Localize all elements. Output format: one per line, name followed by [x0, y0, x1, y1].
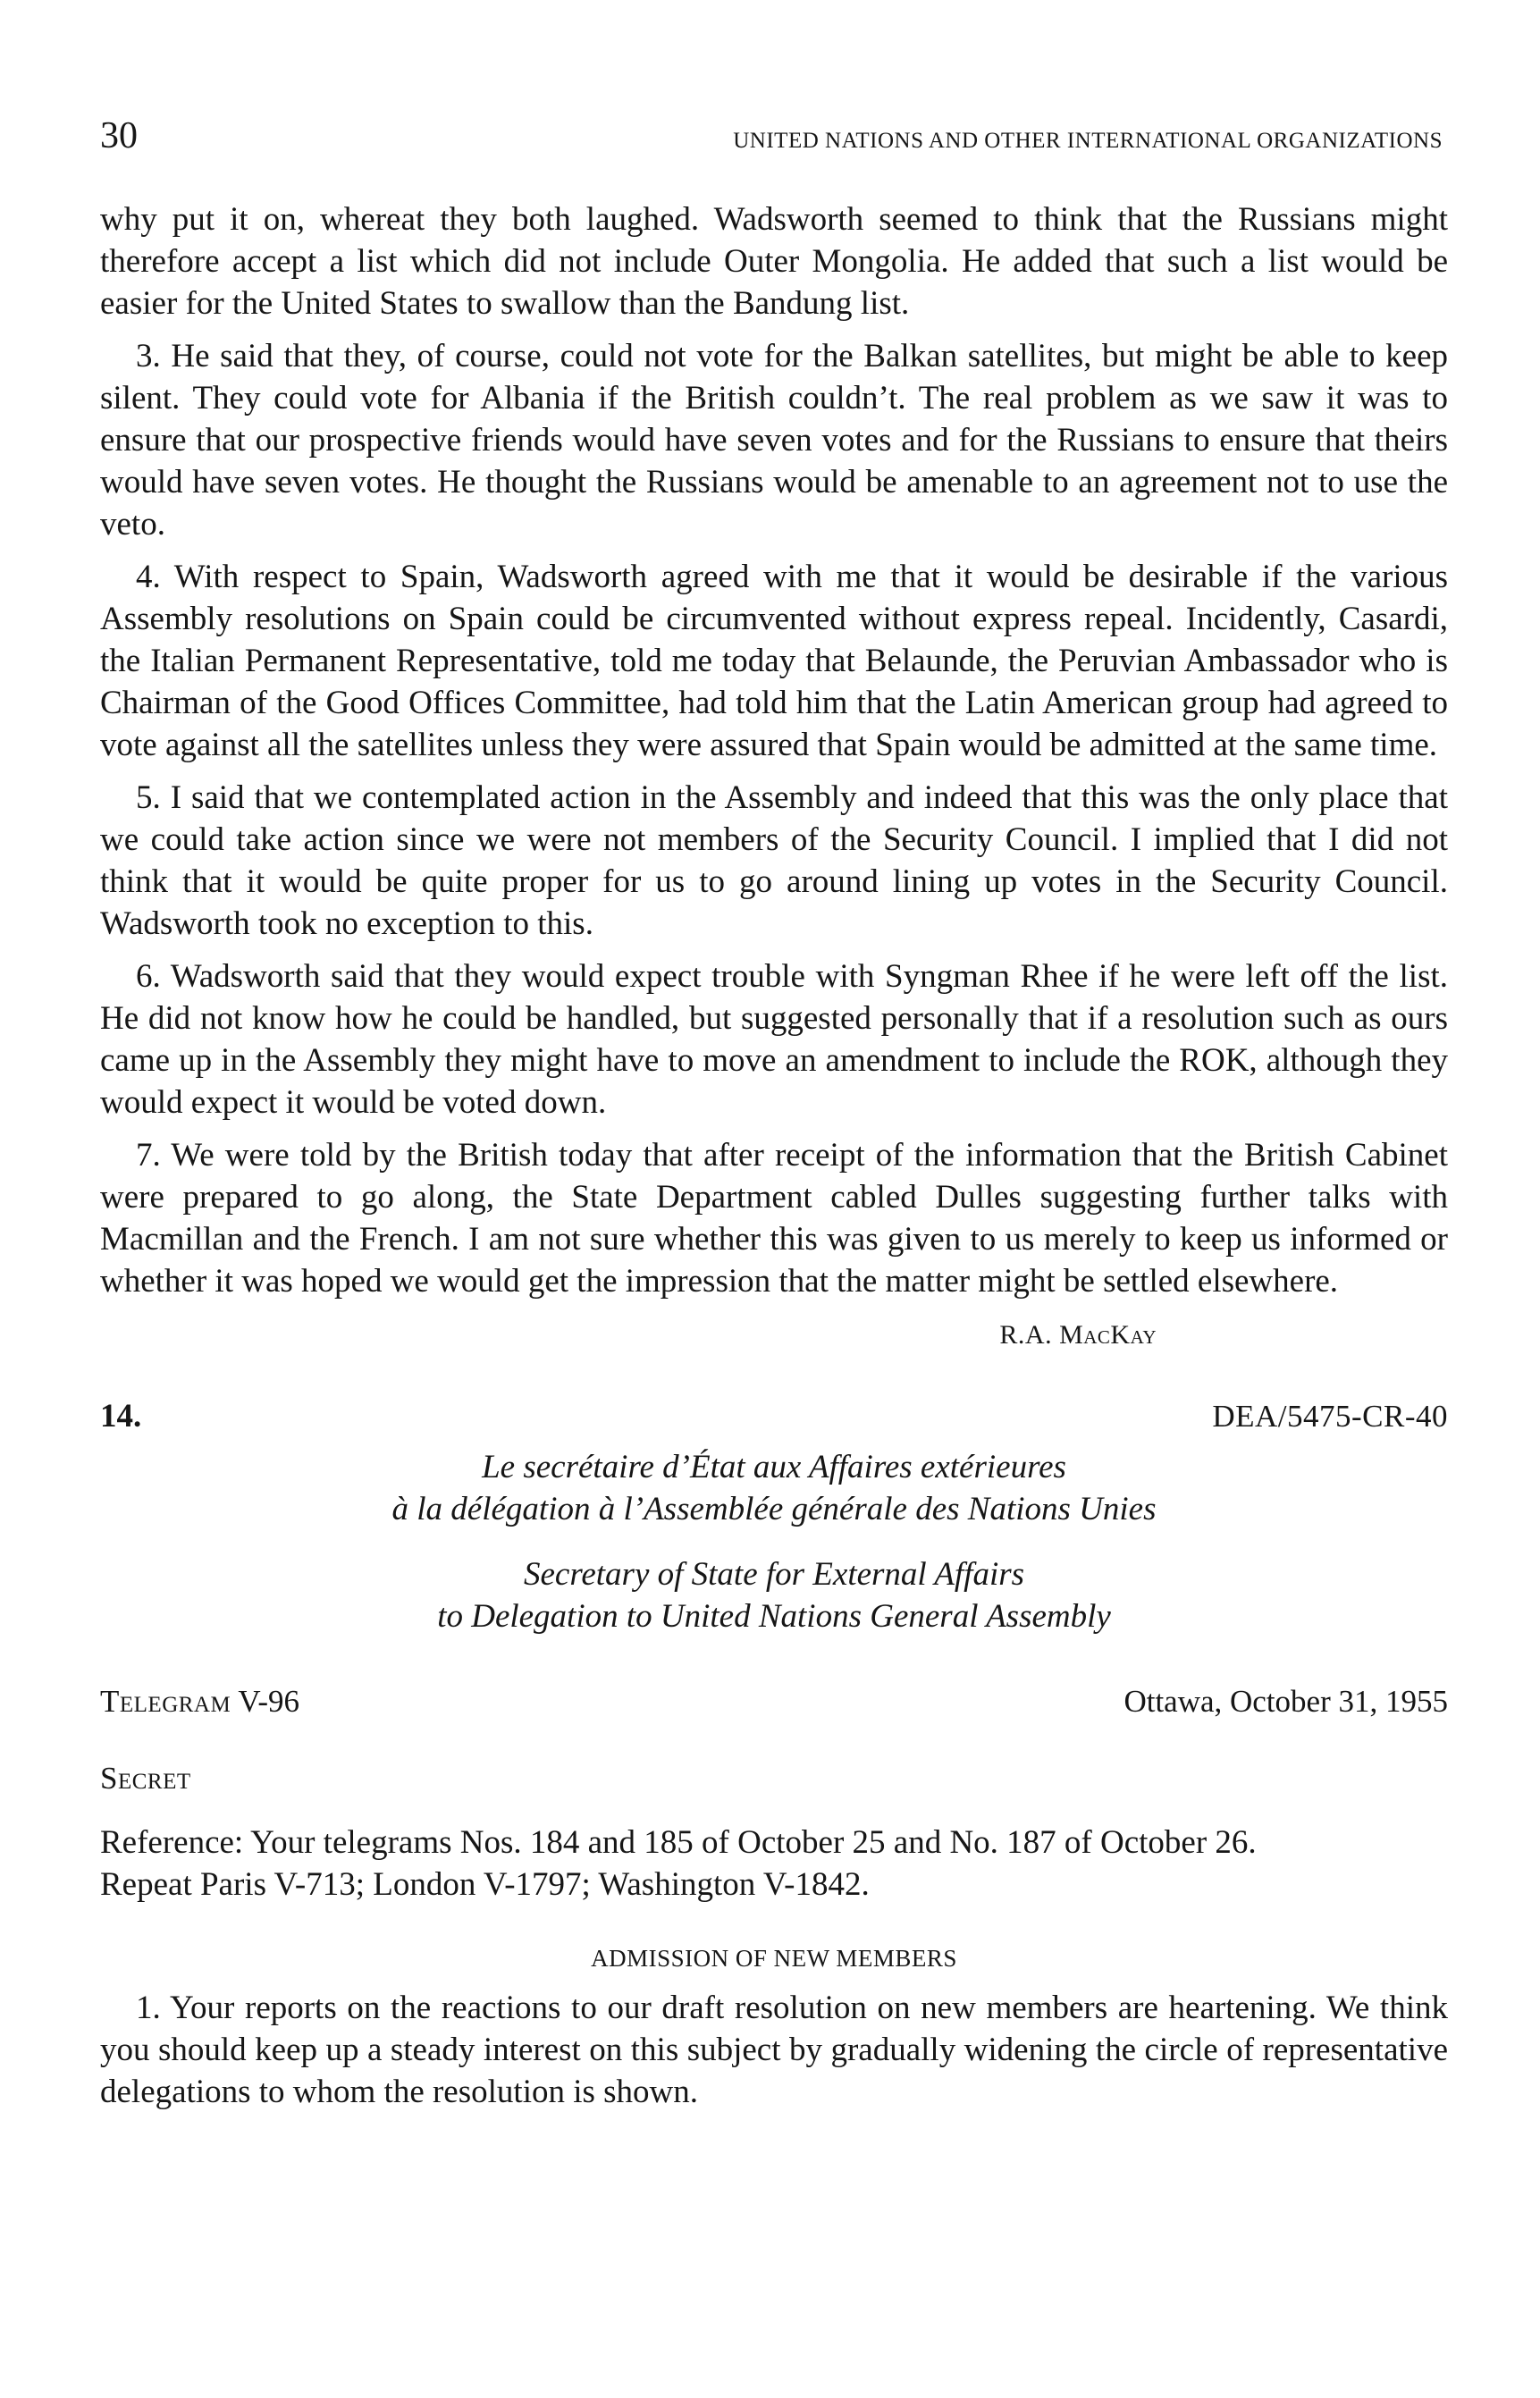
heading-french-line-2: à la délégation à l’Assemblée générale des Nations Unies	[391, 1491, 1157, 1527]
reference-line-2: Repeat Paris V-713; London V-1797; Washington V-1842.	[100, 1866, 870, 1903]
document-page	[100, 114, 1448, 2124]
signature: R.A. MacKay	[999, 1320, 1157, 1350]
page-number: 30	[100, 115, 138, 156]
heading-english-line-2: to Delegation to United Nations General Assembly	[437, 1598, 1111, 1635]
telegram-id	[100, 1684, 299, 1720]
heading-french-line-1: Le secrétaire d’État aux Affaires extérieures	[482, 1449, 1066, 1485]
paragraph-6: 6. Wadsworth said that they would expect trouble with Syngman Rhee if he were left off the list. He did not know how he could be handled, but suggested personally that if a resolution such as ours came up in the Assembly they might have to move an amendment to include the ROK, although they would expect it would be voted down.	[100, 958, 1448, 1121]
archive-reference: DEA/5475-CR-40	[1212, 1399, 1448, 1434]
telegram-row	[100, 1684, 1448, 1720]
telegram-label: Telegram	[100, 1684, 231, 1719]
document-number: 14.	[100, 1398, 142, 1435]
telegram-paragraph-1: 1. Your reports on the reactions to our draft resolution on new members are heartening. We think you should keep up a steady interest on this subject by gradually widening the circle of representative delegations to whom the resolution is shown.	[100, 1990, 1448, 2110]
running-header	[100, 114, 1448, 157]
paragraph-7: 7. We were told by the British today that after receipt of the information that the British Cabinet were prepared to go along, the State Department cabled Dulles suggesting further talks with Macmillan and the French. I am not sure whether this was given to us merely to keep us informed or whether it was hoped we would get the impression that the matter might be settled elsewhere.	[100, 1137, 1448, 1300]
paragraph-5: 5. I said that we contemplated action in the Assembly and indeed that this was the only place that we could take action since we were not members of the Security Council. I implied that I did not think that it would be quite proper for us to go around lining up votes in the Security Council. Wadsworth took no exception to this.	[100, 779, 1448, 942]
telegram-reference	[100, 1822, 1448, 1906]
reference-line-1: Reference: Your telegrams Nos. 184 and 185 of October 25 and No. 187 of October 26.	[100, 1824, 1257, 1861]
place-date: Ottawa, October 31, 1955	[1123, 1684, 1448, 1719]
telegram-number: V-96	[238, 1684, 300, 1719]
subject-heading: ADMISSION OF NEW MEMBERS	[591, 1945, 957, 1972]
document-reference-row	[100, 1397, 1448, 1435]
paragraph-continued: why put it on, whereat they both laughed. Wadsworth seemed to think that the Russians might therefore accept a list which did not include Outer Mongolia. He added that such a list would be easier for the United States to swallow than the Bandung list.	[100, 201, 1448, 322]
paragraph-3: 3. He said that they, of course, could not vote for the Balkan satellites, but might be able to keep silent. They could vote for Albania if the British couldn’t. The real problem as we saw it was to ensure that our prospective friends would have seven votes and for the Russians to ensure that theirs would have seven votes. He thought the Russians would be amenable to an agreement not to use the veto.	[100, 338, 1448, 543]
running-title: UNITED NATIONS AND OTHER INTERNATIONAL ORGANIZATIONS	[733, 129, 1443, 153]
classification: Secret	[100, 1761, 191, 1796]
heading-english-line-1: Secretary of State for External Affairs	[523, 1556, 1025, 1593]
paragraph-4: 4. With respect to Spain, Wadsworth agreed with me that it would be desirable if the various Assembly resolutions on Spain could be circumvented without express repeal. Incidently, Casardi, the Italian Permanent Representative, told me today that Belaunde, the Peruvian Ambassador who is Chairman of the Good Offices Committee, had told him that the Latin American group had agreed to vote against all the satellites unless they were assured that Spain would be admitted at the same time.	[100, 559, 1448, 763]
document-heading	[100, 1446, 1448, 1637]
